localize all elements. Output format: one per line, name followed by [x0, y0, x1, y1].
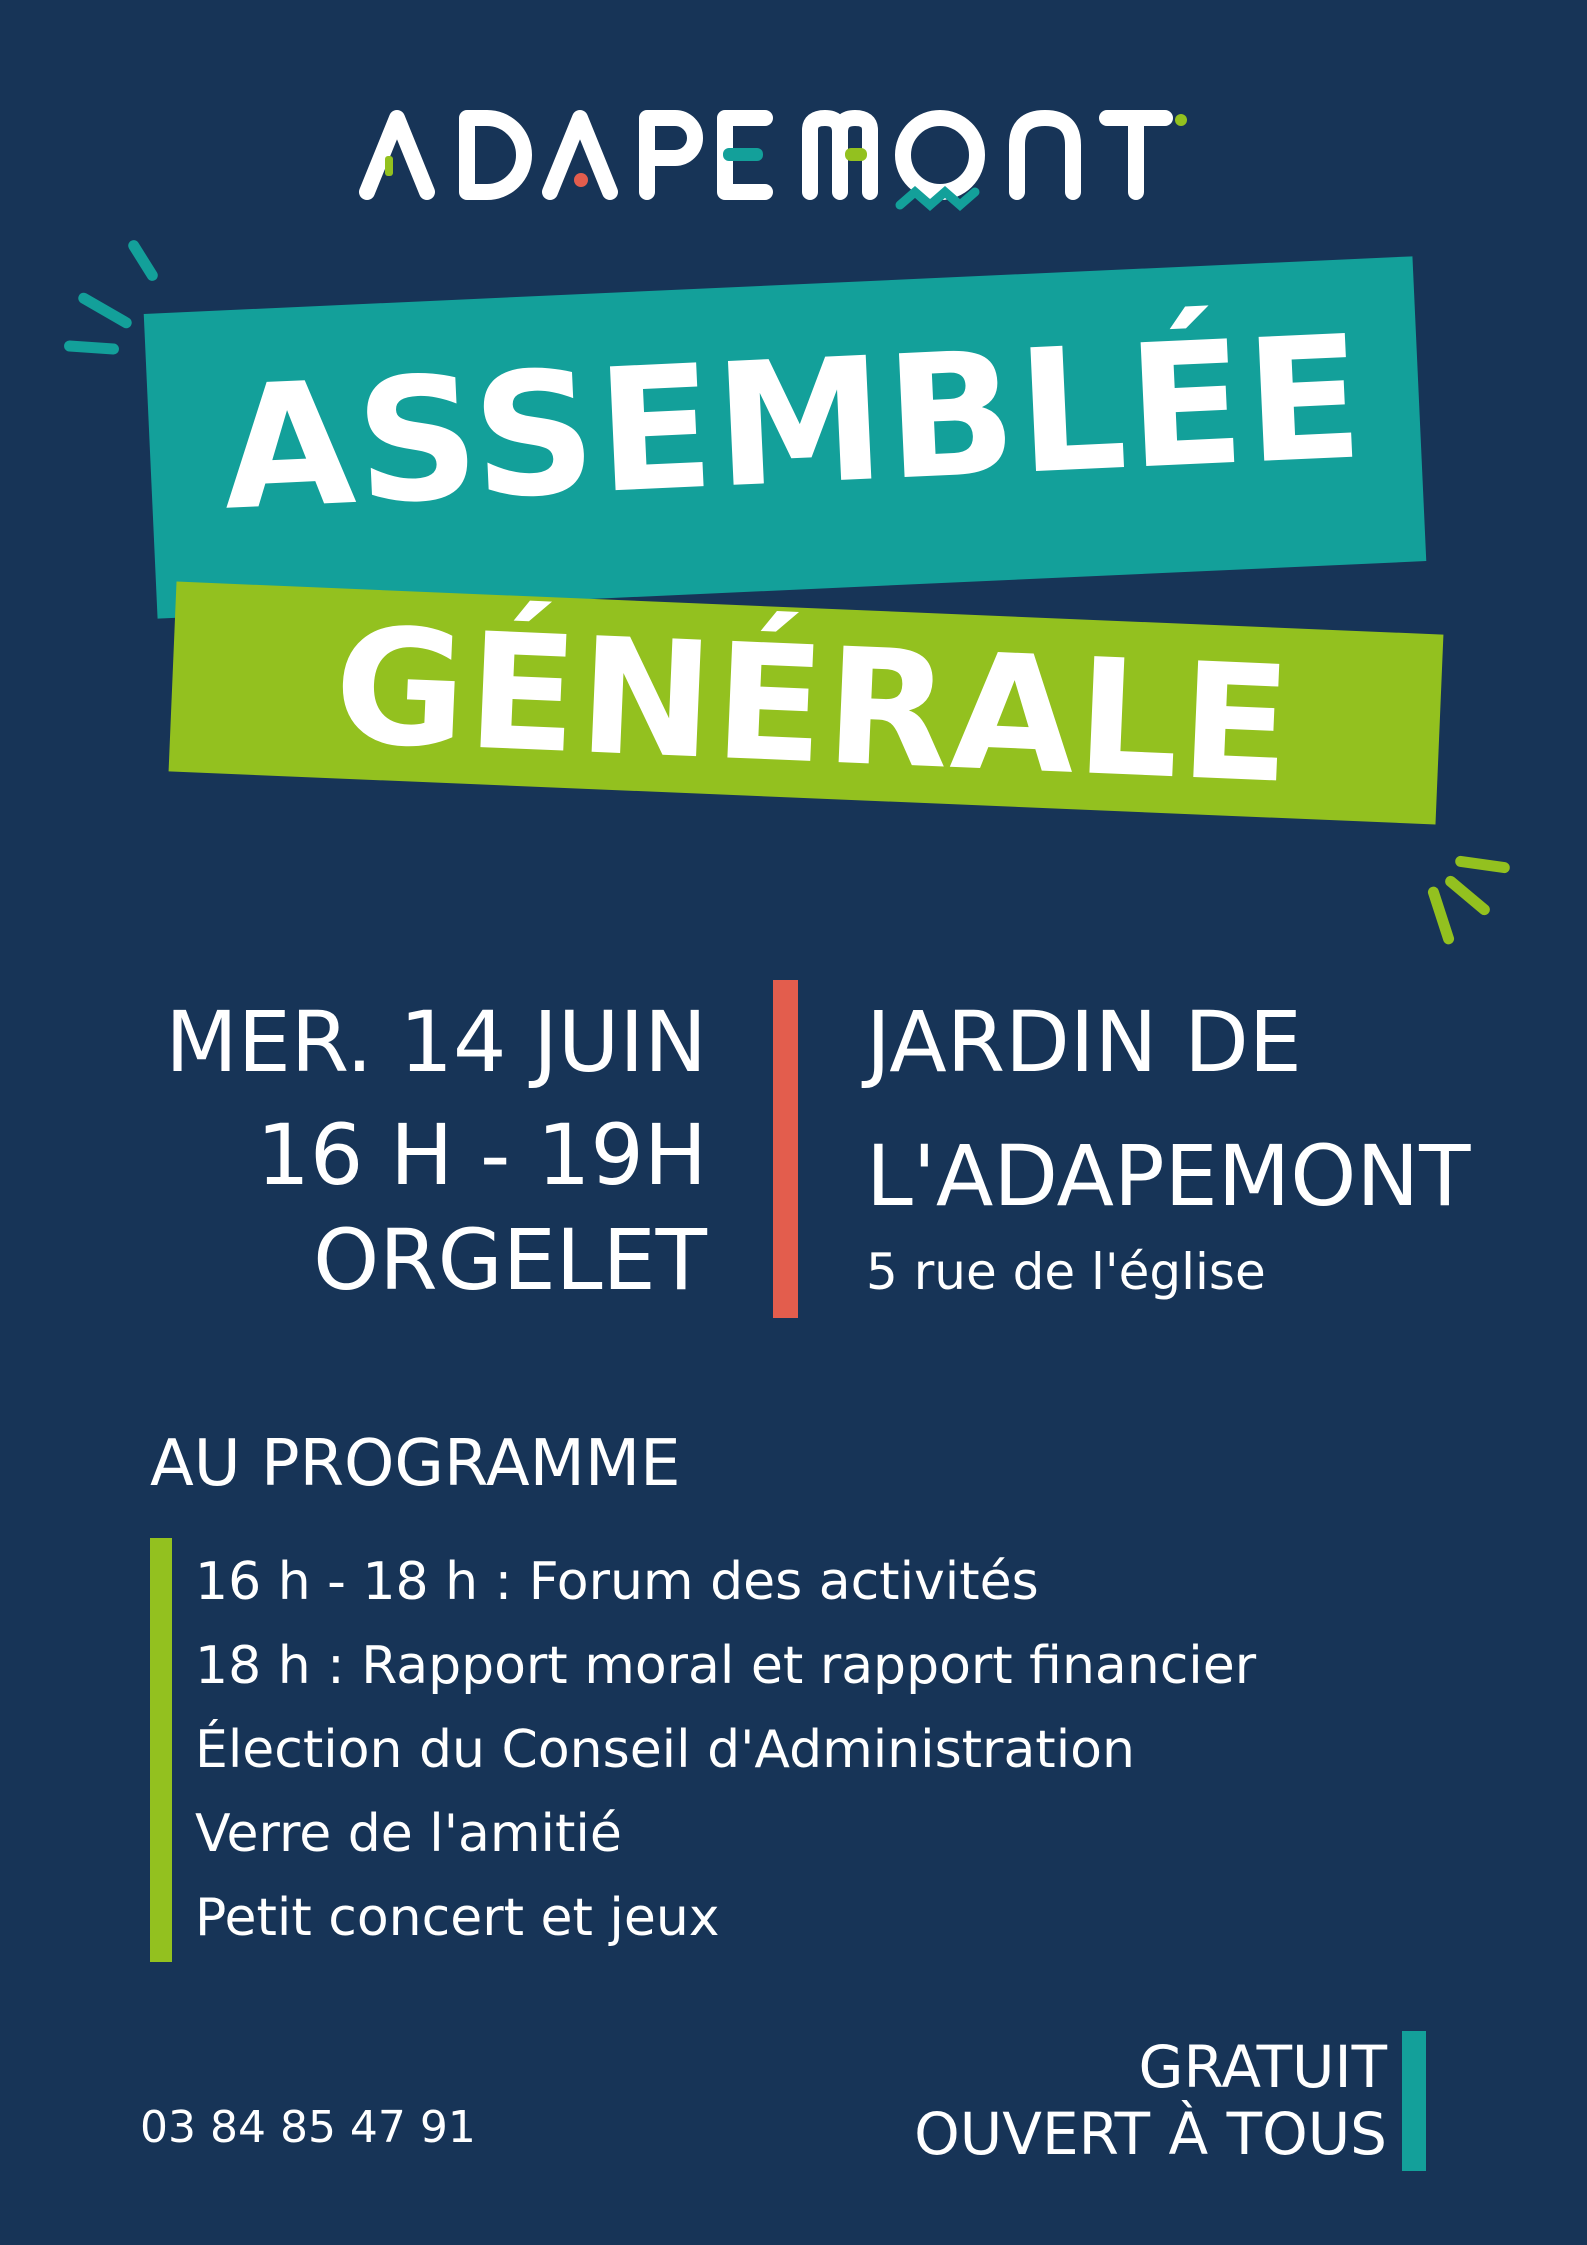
programme-heading: AU PROGRAMME — [150, 1427, 681, 1501]
programme-list — [195, 1540, 1256, 1960]
venue-line-1: JARDIN DE — [866, 993, 1302, 1091]
programme-accent-bar — [150, 1538, 172, 1962]
programme-item: 18 h : Rapport moral et rapport financier — [195, 1636, 1257, 1696]
title-line-1: ASSEMBLÉE — [218, 299, 1369, 549]
programme-item: 16 h - 18 h : Forum des activités — [195, 1552, 1039, 1612]
programme-item: Élection du Conseil d'Administration — [195, 1720, 1135, 1780]
price-label: GRATUIT — [1138, 2033, 1387, 2101]
footer-accent-bar — [1402, 2031, 1426, 2171]
divider-red — [773, 980, 798, 1318]
audience-label: OUVERT À TOUS — [914, 2100, 1387, 2168]
venue-address: 5 rue de l'église — [866, 1243, 1266, 1301]
programme-item: Petit concert et jeux — [195, 1888, 720, 1948]
venue-line-2: L'ADAPEMONT — [866, 1127, 1471, 1225]
adapemont-logo — [355, 100, 1255, 220]
event-time: 16 H - 19H — [256, 1106, 707, 1204]
title-line-2: GÉNÉRALE — [330, 592, 1297, 819]
event-city: ORGELET — [313, 1211, 707, 1309]
phone-number: 03 84 85 47 91 — [140, 2102, 476, 2153]
event-date: MER. 14 JUIN — [165, 993, 707, 1091]
programme-item: Verre de l'amitié — [195, 1804, 622, 1864]
